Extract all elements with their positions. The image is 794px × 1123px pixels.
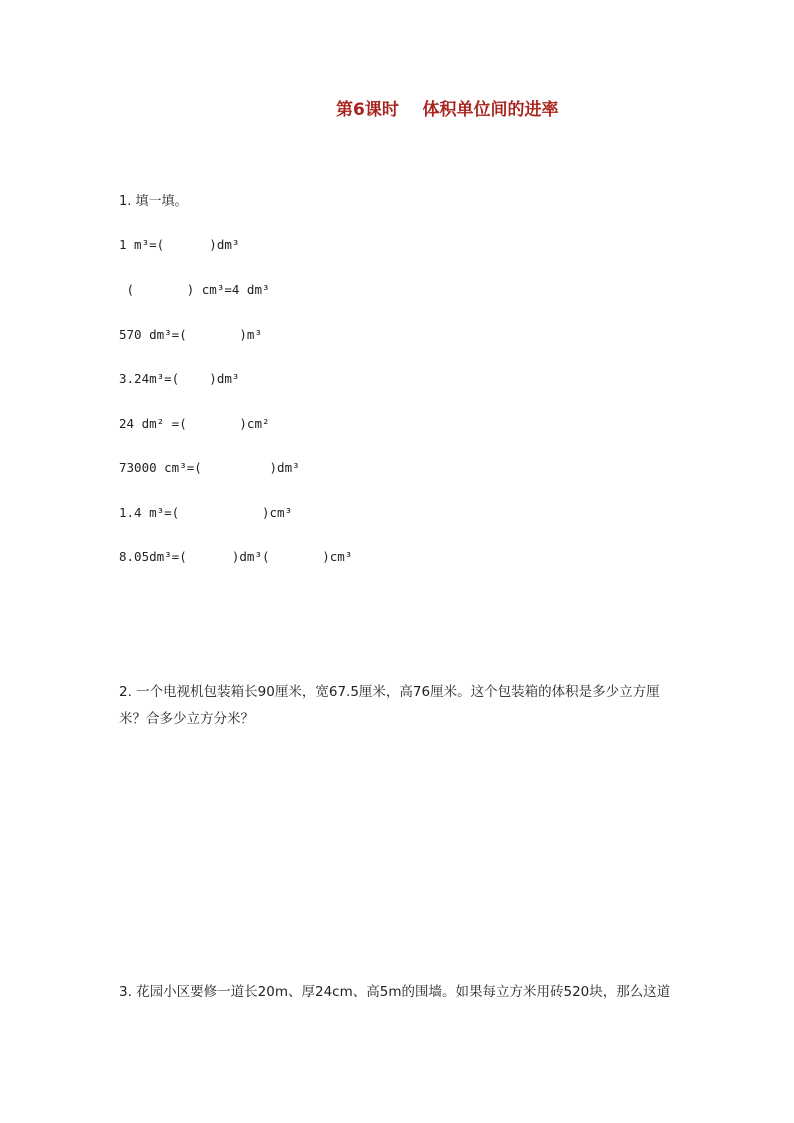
q1-item-5: 24 dm² =( )cm² — [119, 416, 270, 431]
question-3-text: 3. 花园小区要修一道长20m、厚24cm、高5m的围墙。如果每立方米用砖520块，那么这道 — [119, 984, 671, 1000]
q1-item-8: 8.05dm³=( )dm³( )cm³ — [119, 549, 353, 564]
q1-item-3: 570 dm³=( )m³ — [119, 327, 262, 342]
q1-item-2: ( ) cm³=4 dm³ — [119, 282, 270, 297]
question-1-heading: 1. 填一填。 — [119, 194, 188, 209]
q1-item-1: 1 m³=( )dm³ — [119, 237, 240, 252]
lesson-title: 第6课时 体积单位间的进率 — [336, 100, 559, 120]
question-2-text: 2. 一个电视机包装箱长90厘米，宽67.5厘米，高76厘米。这个包装箱的体积是多少立方厘米？合多少立方分米？ — [119, 684, 660, 727]
q1-item-7: 1.4 m³=( )cm³ — [119, 505, 293, 520]
q1-item-4: 3.24m³=( )dm³ — [119, 371, 240, 386]
q1-item-6: 73000 cm³=( )dm³ — [119, 460, 300, 475]
